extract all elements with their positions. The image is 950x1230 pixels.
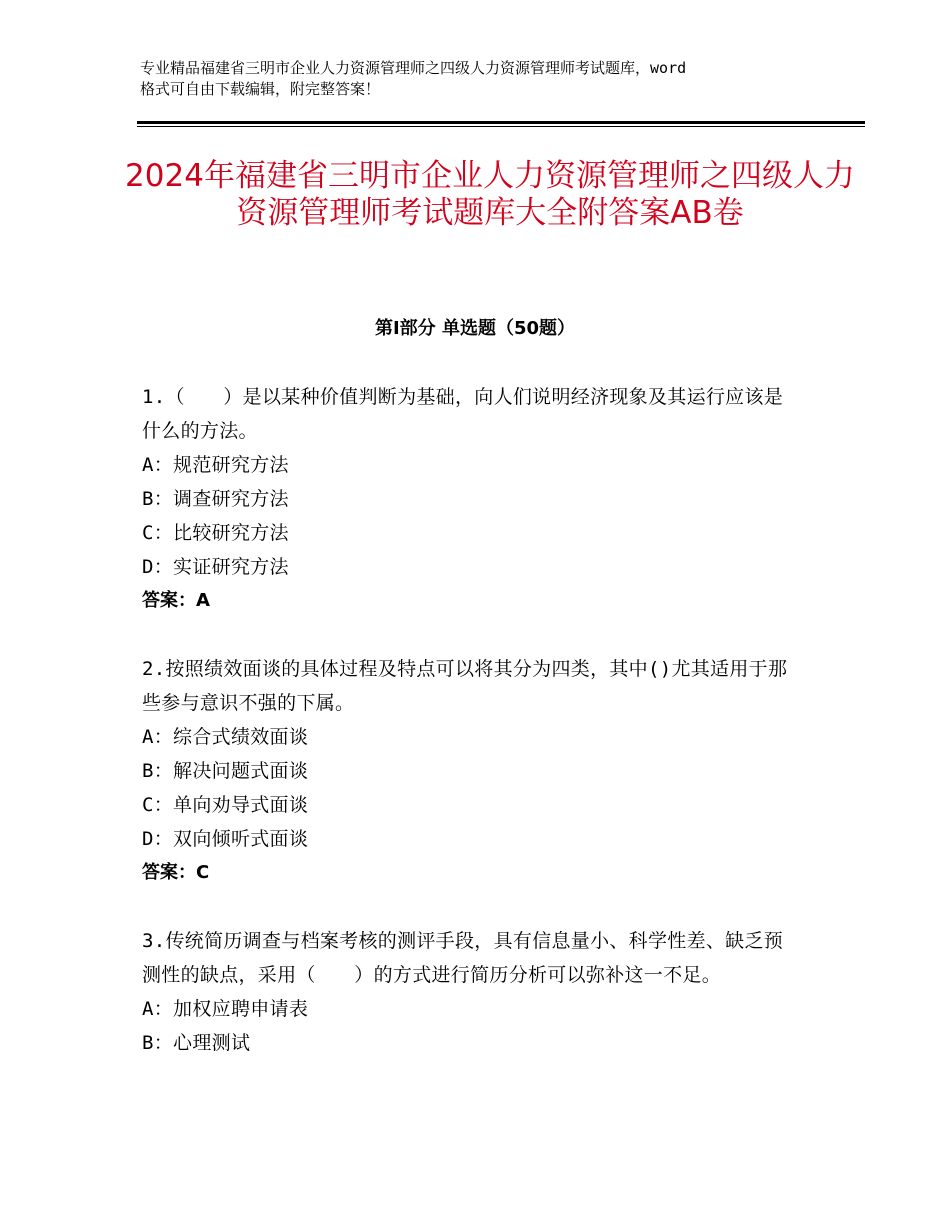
option-a: A：综合式绩效面谈: [142, 726, 309, 748]
header-divider-thick: [137, 121, 865, 124]
option-d: D：实证研究方法: [142, 556, 289, 578]
option-c: C：单向劝导式面谈: [142, 794, 309, 816]
question-1: [142, 380, 802, 618]
option-b: B：心理测试: [142, 1032, 251, 1054]
option-a: A：规范研究方法: [142, 454, 289, 476]
option-d: D：双向倾听式面谈: [142, 828, 309, 850]
header-note: 专业精品福建省三明市企业人力资源管理师之四级人力资源管理师考试题库，word 格式可自由下载编辑，附完整答案！: [140, 59, 687, 98]
option-b: B：调查研究方法: [142, 488, 289, 510]
option-b: B：解决问题式面谈: [142, 760, 309, 782]
option-a: A：加权应聘申请表: [142, 998, 309, 1020]
answer-line: 答案：C: [142, 862, 210, 883]
section-heading: 第Ⅰ部分 单选题（50题）: [374, 318, 575, 339]
question-stem: 3.传统简历调查与档案考核的测评手段，具有信息量小、科学性差、缺乏预测性的缺点，采用（ ）的方式进行简历分析可以弥补这一不足。: [142, 930, 784, 986]
question-list: [142, 380, 802, 1094]
question-3: [142, 924, 802, 1060]
option-c: C：比较研究方法: [142, 522, 289, 544]
question-stem: 1.（ ）是以某种价值判断为基础，向人们说明经济现象及其运行应该是什么的方法。: [142, 386, 784, 442]
answer-line: 答案：A: [142, 590, 210, 611]
document-title: 2024年福建省三明市企业人力资源管理师之四级人力资源管理师考试题库大全附答案AB卷: [125, 158, 855, 231]
question-2: [142, 652, 802, 890]
header-divider-thin: [137, 126, 865, 127]
question-stem: 2.按照绩效面谈的具体过程及特点可以将其分为四类，其中()尤其适用于那些参与意识不强的下属。: [142, 658, 788, 714]
